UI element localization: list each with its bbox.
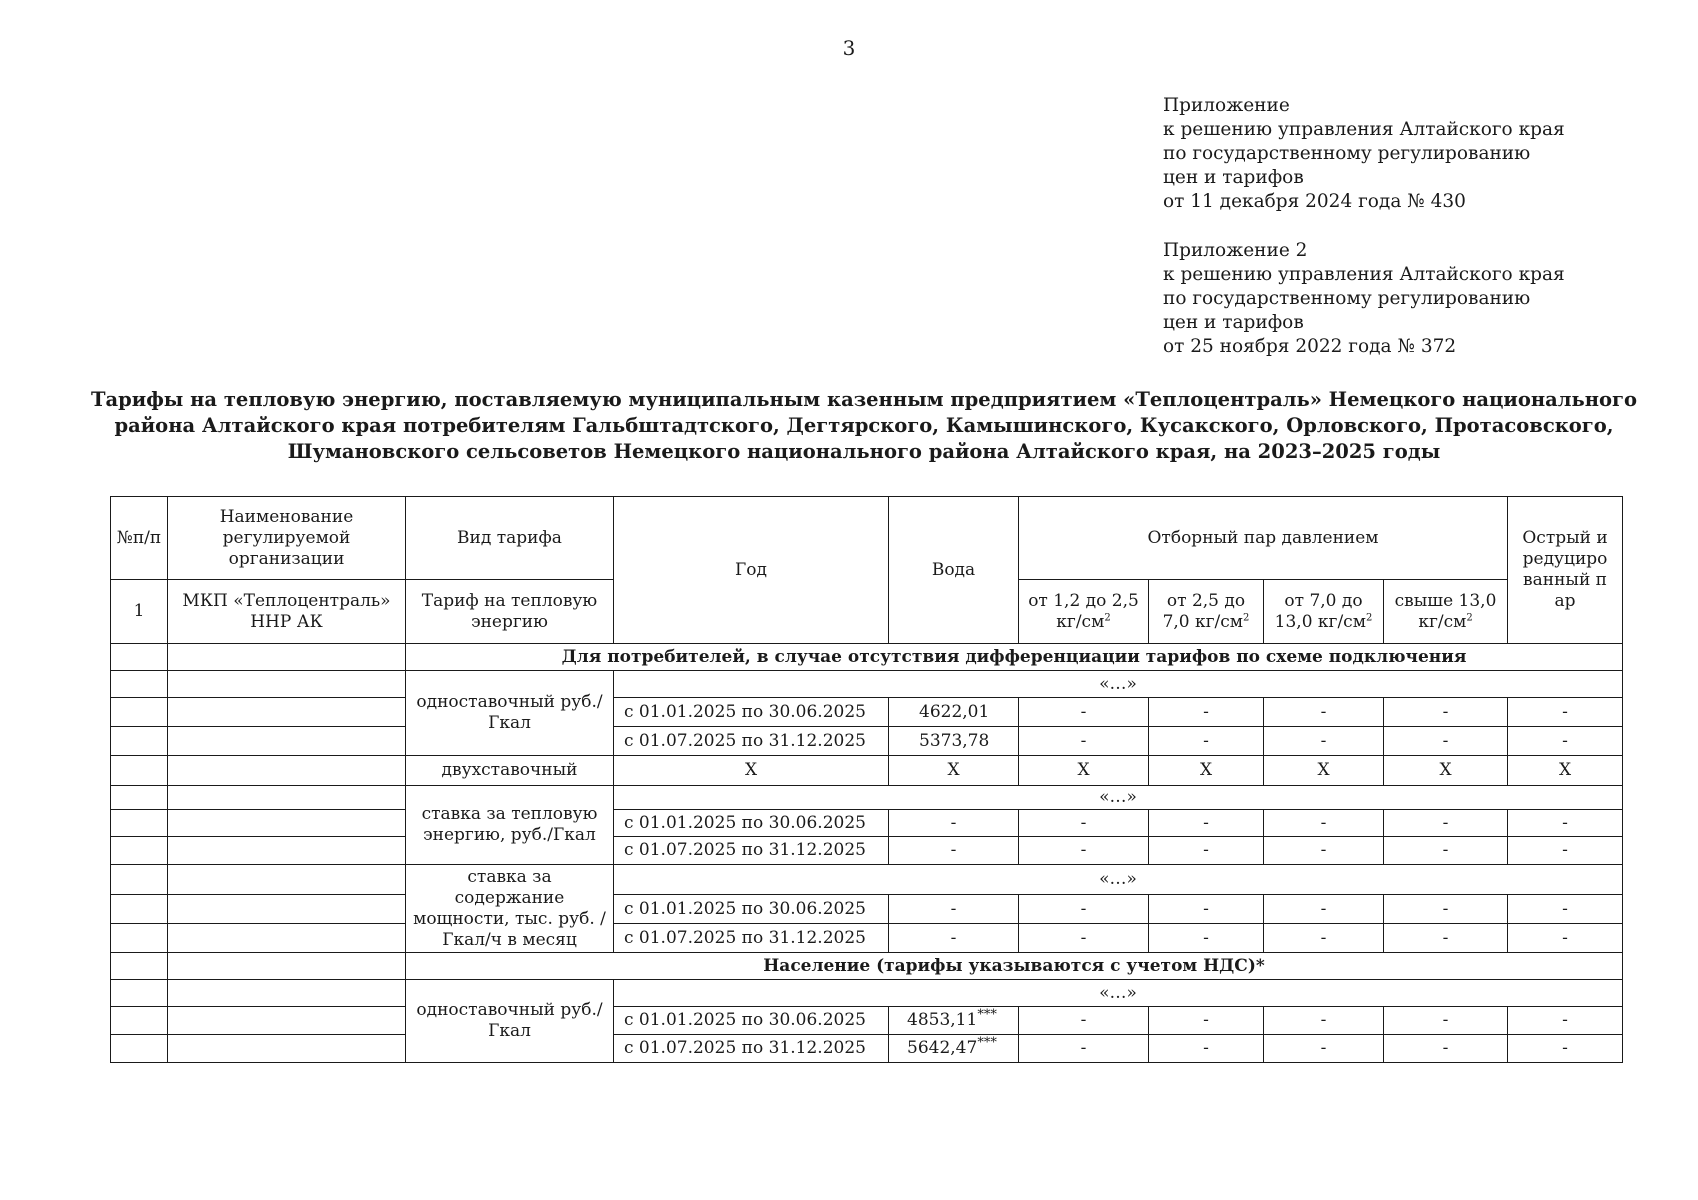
appendix-note-1: [1163, 94, 1565, 214]
dash-cell: -: [1384, 698, 1508, 727]
tariff-label-one-rate: одноставочный руб./Гкал: [406, 671, 614, 756]
dash-cell: -: [1149, 810, 1264, 837]
dash-cell: -: [1384, 1035, 1508, 1063]
appendix-line: по государственному регулированию: [1163, 288, 1531, 309]
table-row: [111, 924, 1623, 953]
header-year: Год: [614, 497, 889, 644]
ellipsis: «…»: [614, 865, 1623, 895]
header-water: Вода: [889, 497, 1019, 644]
dash-cell: -: [1508, 895, 1623, 924]
water-value-cell: [889, 1007, 1019, 1035]
dash-cell: -: [1149, 727, 1264, 756]
period: с 01.07.2025 по 31.12.2025: [614, 924, 889, 953]
dash-cell: -: [1264, 1035, 1384, 1063]
dash-cell: -: [1019, 727, 1149, 756]
appendix-line: от 11 декабря 2024 года № 430: [1163, 191, 1466, 212]
section-title-2: Население (тарифы указываются с учетом НДС)*: [406, 953, 1623, 980]
pressure-2-text: от 2,5 до 7,0 кг/см: [1162, 590, 1246, 632]
document-title: [60, 387, 1668, 465]
section-row: [111, 644, 1623, 671]
dash-cell: -: [1019, 924, 1149, 953]
dash-cell: -: [1019, 1007, 1149, 1035]
header-pressure-2: [1149, 580, 1264, 644]
sq-3: 2: [1365, 611, 1373, 623]
header-tariff-type: Вид тарифа: [406, 497, 614, 580]
sq-1: 2: [1104, 611, 1111, 623]
dash-cell: -: [1264, 895, 1384, 924]
appendix-line: цен и тарифов: [1163, 312, 1304, 333]
dash-cell: -: [1019, 810, 1149, 837]
table-row: [111, 837, 1623, 865]
table-row: [111, 865, 1623, 895]
table-row: [111, 727, 1623, 756]
period: с 01.07.2025 по 31.12.2025: [614, 1035, 889, 1063]
dash-cell: -: [1264, 698, 1384, 727]
dash-cell: -: [1019, 698, 1149, 727]
header-sharp-steam-text: Острый и редуцированный пар: [1522, 528, 1608, 611]
header-pressure-3: [1264, 580, 1384, 644]
dash-cell: -: [1384, 895, 1508, 924]
section-title-1: Для потребителей, в случае отсутствия дифференциации тарифов по схеме подключения: [406, 644, 1623, 671]
x-cell: X: [1019, 756, 1149, 786]
x-cell: X: [889, 756, 1019, 786]
tariff-label-two-rate: двухставочный: [406, 756, 614, 786]
water-value: 4853,11: [907, 1010, 978, 1030]
org-name: МКП «Теплоцентраль» ННР АК: [168, 580, 406, 644]
appendix-line: к решению управления Алтайского края: [1163, 119, 1565, 140]
tariff-label-population: одноставочный руб./Гкал: [406, 980, 614, 1063]
dash-cell: -: [1019, 1035, 1149, 1063]
dash-cell: -: [1508, 698, 1623, 727]
table-row: [111, 756, 1623, 786]
page-number: 3: [842, 36, 856, 60]
dash-cell: -: [889, 895, 1019, 924]
dash-cell: -: [1149, 1035, 1264, 1063]
sq-2: 2: [1243, 611, 1250, 623]
period: с 01.01.2025 по 30.06.2025: [614, 1007, 889, 1035]
pressure-1-text: от 1,2 до 2,5 кг/см: [1028, 590, 1139, 632]
header-pressure-1: [1019, 580, 1149, 644]
table-row: [111, 810, 1623, 837]
ellipsis: «…»: [614, 980, 1623, 1007]
pressure-3-text: от 7,0 до 13,0 кг/см: [1274, 590, 1366, 632]
dash-cell: -: [1384, 810, 1508, 837]
title-line: Тарифы на тепловую энергию, поставляемую муниципальным казенным предприятием «Теплоцентраль» Немецкого национального: [90, 388, 1638, 411]
appendix-line: Приложение 2: [1163, 240, 1308, 261]
table-row: [111, 1007, 1623, 1035]
water-value: 4622,01: [889, 698, 1019, 727]
period: с 01.07.2025 по 31.12.2025: [614, 837, 889, 865]
x-cell: X: [614, 756, 889, 786]
period: с 01.01.2025 по 30.06.2025: [614, 698, 889, 727]
appendix-line: по государственному регулированию: [1163, 143, 1531, 164]
dash-cell: -: [1019, 837, 1149, 865]
appendix-line: цен и тарифов: [1163, 167, 1304, 188]
dash-cell: -: [1384, 1007, 1508, 1035]
dash-cell: -: [1508, 924, 1623, 953]
x-cell: X: [1149, 756, 1264, 786]
dash-cell: -: [1384, 727, 1508, 756]
dash-cell: -: [1149, 924, 1264, 953]
tariff-table: [110, 496, 1623, 1063]
x-cell: X: [1264, 756, 1384, 786]
x-cell: X: [1508, 756, 1623, 786]
dash-cell: -: [1384, 924, 1508, 953]
dash-cell: -: [1264, 810, 1384, 837]
table-row: [111, 980, 1623, 1007]
period: с 01.01.2025 по 30.06.2025: [614, 895, 889, 924]
header-num: №п/п: [111, 497, 168, 580]
period: с 01.07.2025 по 31.12.2025: [614, 727, 889, 756]
dash-cell: -: [1149, 895, 1264, 924]
header-steam: Отборный пар давлением: [1019, 497, 1508, 580]
dash-cell: -: [1508, 837, 1623, 865]
dash-cell: -: [889, 924, 1019, 953]
dash-cell: -: [1149, 698, 1264, 727]
water-value-cell: [889, 1035, 1019, 1063]
dash-cell: -: [1384, 837, 1508, 865]
appendix-line: от 25 ноября 2022 года № 372: [1163, 336, 1457, 357]
appendix-line: Приложение: [1163, 95, 1290, 116]
org-num: 1: [111, 580, 168, 644]
title-line: района Алтайского края потребителям Гальбштадтского, Дегтярского, Камышинского, Кусакского, Орловского, Протасовского,: [114, 414, 1614, 437]
footnote-mark: ***: [977, 1007, 997, 1023]
dash-cell: -: [1264, 727, 1384, 756]
ellipsis: «…»: [614, 786, 1623, 810]
dash-cell: -: [889, 810, 1019, 837]
dash-cell: -: [1508, 810, 1623, 837]
dash-cell: -: [1508, 1007, 1623, 1035]
period: с 01.01.2025 по 30.06.2025: [614, 810, 889, 837]
dash-cell: -: [1508, 1035, 1623, 1063]
table-row: [111, 786, 1623, 810]
dash-cell: -: [1264, 924, 1384, 953]
dash-cell: -: [1264, 1007, 1384, 1035]
org-tariff: Тариф на тепловую энергию: [406, 580, 614, 644]
tariff-label-capacity-rate: ставка за содержание мощности, тыс. руб. /Гкал/ч в месяц: [406, 865, 614, 953]
pressure-4-text: свыше 13,0 кг/см: [1394, 590, 1497, 632]
footnote-mark: ***: [977, 1035, 997, 1051]
table-row: [111, 895, 1623, 924]
x-cell: X: [1384, 756, 1508, 786]
table-row: [111, 1035, 1623, 1063]
header-pressure-4: [1384, 580, 1508, 644]
header-row: [111, 497, 1623, 580]
header-sharp-steam: [1508, 497, 1623, 644]
dash-cell: -: [1149, 837, 1264, 865]
table-row: [111, 698, 1623, 727]
section-row: [111, 953, 1623, 980]
sq-4: 2: [1466, 611, 1473, 623]
title-line: Шумановского сельсоветов Немецкого национального района Алтайского края, на 2023–2025 годы: [287, 440, 1441, 463]
water-value: 5642,47: [907, 1038, 978, 1058]
dash-cell: -: [1149, 1007, 1264, 1035]
appendix-note-2: [1163, 239, 1565, 359]
tariff-label-heat-rate: ставка за тепловую энергию, руб./Гкал: [406, 786, 614, 865]
dash-cell: -: [889, 837, 1019, 865]
dash-cell: -: [1019, 895, 1149, 924]
header-org: Наименование регулируемой организации: [168, 497, 406, 580]
dash-cell: -: [1508, 727, 1623, 756]
ellipsis: «…»: [614, 671, 1623, 698]
appendix-line: к решению управления Алтайского края: [1163, 264, 1565, 285]
water-value: 5373,78: [889, 727, 1019, 756]
table-row: [111, 671, 1623, 698]
dash-cell: -: [1264, 837, 1384, 865]
